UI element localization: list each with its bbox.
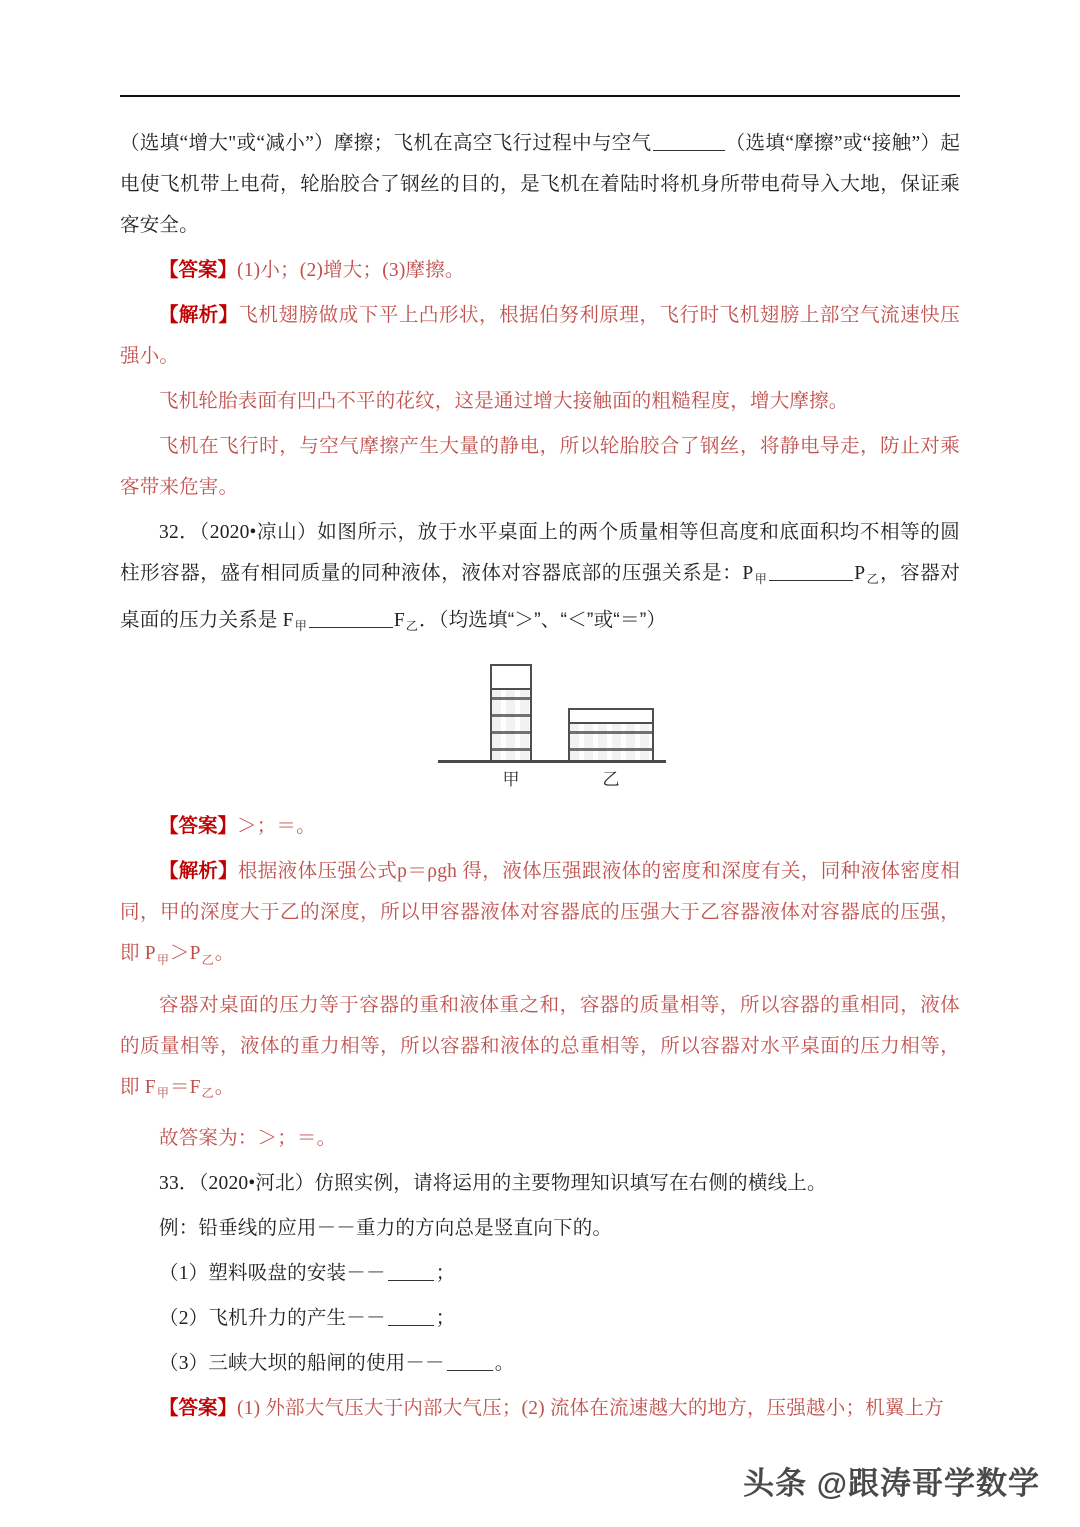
q31-text-e: 或 [842, 133, 863, 154]
q33-item-1 [120, 1253, 960, 1294]
liquid-in-yi [570, 722, 652, 760]
figure-label-yi: 乙 [602, 770, 620, 790]
page-content [120, 95, 960, 1433]
q31-text-f: ） [920, 133, 941, 154]
q31-answer-paragraph [120, 250, 960, 291]
q32-subscript-jia-1: 甲 [754, 572, 768, 587]
q31-stem-continuation [120, 123, 960, 246]
q32-stem-a: 32．（2020•凉山）如图所示，放于水平桌面上的两个质量相等但高度和底面积均不相等的圆柱形容器，盛有相同质量的同种液体，液体对容器底部的压强关系是：P [120, 522, 960, 584]
q32-analysis-c: ＞P [169, 943, 201, 965]
q32-stem-h: ） [646, 610, 667, 632]
q31-answer-blank[interactable] [653, 150, 725, 151]
q31-analysis-paragraph-3: 飞机在飞行时，与空气摩擦产生大量的静电，所以轮胎胶合了钢丝，将静电导走，防止对乘客带来危害。 [120, 436, 960, 498]
q32-subscript-yi-4: 乙 [201, 1085, 214, 1100]
q32-subscript-yi-2: 乙 [405, 619, 418, 634]
q32-option-less: “＜” [560, 609, 594, 632]
q32-stem-b: P [854, 563, 866, 584]
q33-item-3 [120, 1343, 960, 1384]
q31-text-a: （选填 [120, 133, 180, 154]
q32-option-greater: “＞” [507, 609, 541, 632]
q33-item-1-punct: ； [435, 1262, 456, 1284]
q32-analysis-p2-b: ＝F [169, 1076, 201, 1098]
q32-stem-f: 、 [540, 610, 561, 632]
q33-item-3-punct: 。 [494, 1352, 515, 1374]
q32-analysis-p2-c: 。 [214, 1076, 235, 1098]
q31-analysis-text-1: 飞机翅膀做成下平上凸形状，根据伯努利原理，飞行时飞机翅膀上部空气流速快压强小。 [120, 305, 960, 367]
q31-text-line2: 起电使飞机带上电荷，轮胎胶合了钢丝的目的，是飞机在着陆时将机身所带电荷导入大地，保证乘 [120, 133, 961, 195]
q33-example: 例：铅垂线的应用－－重力的方向总是竖直向下的。 [159, 1217, 613, 1239]
q32-figure-container [120, 661, 960, 796]
q33-item-1-text: （1）塑料吸盘的安装－－ [159, 1262, 386, 1284]
q33-stem: 33．（2020•河北）仿照实例，请将运用的主要物理知识填写在右侧的横线上。 [159, 1172, 827, 1194]
table-surface-line [438, 760, 666, 763]
q33-answer-text: (1) 外部大气压大于内部大气压；(2) 流体在流速越大的地方，压强越小；机翼上方 [237, 1397, 944, 1419]
watermark: 头条 @跟涛哥学数学 [743, 1466, 1040, 1501]
q33-answer-paragraph [120, 1388, 960, 1429]
q32-symbol-rho: ρ [427, 861, 438, 883]
q31-text-line3: 客安全。 [120, 215, 199, 236]
q31-analysis-paragraph-2: 飞机轮胎表面有凹凸不平的花纹，这是通过增大接触面的粗糙程度，增大摩擦。 [159, 391, 849, 412]
q32-subscript-yi-3: 乙 [201, 952, 214, 967]
cylinder-vessel-yi [568, 708, 654, 760]
q32-option-equal: “＝” [613, 609, 647, 632]
q32-analysis-paragraph-2 [120, 985, 960, 1114]
q32-subscript-jia-4: 甲 [156, 1085, 169, 1100]
q32-subscript-jia-2: 甲 [294, 619, 307, 634]
q31-quote-3: “摩擦” [785, 133, 843, 154]
analysis-label: 【解析】 [159, 305, 239, 326]
q32-stem [120, 512, 960, 647]
q31-text-d: （选填 [725, 133, 786, 154]
q32-stem-c: ，容器对桌面的压力关系是 F [120, 563, 960, 632]
q32-analysis-b: gh 得，液体压强跟液体的密度和深度有关，同种液体密度相同，甲的深度大于乙的深度，所以甲容器液体对容器底的压强大于乙容器液体对容器底的压强，即 P [120, 861, 960, 965]
q31-text-c: ）摩擦；飞机在高空飞行过程中与空气 [313, 133, 652, 154]
q32-analysis-paragraph-3: 故答案为：＞；＝。 [159, 1127, 337, 1149]
q31-quote-1: “增大" [179, 133, 237, 154]
q31-quote-2: “减小” [256, 133, 314, 154]
q32-answer-text: ＞；＝。 [237, 815, 316, 838]
q32-analysis-a: 根据液体压强公式p＝ [237, 861, 428, 883]
q32-answer-paragraph [120, 806, 960, 847]
q32-stem-e: ．（均选填 [418, 610, 508, 632]
q31-analysis-paragraph-1 [120, 295, 960, 377]
q32-stem-d: F [393, 610, 405, 632]
q33-item-2 [120, 1298, 960, 1339]
q32-blank-force[interactable] [309, 627, 393, 628]
q31-quote-4: “接触” [862, 133, 921, 154]
answer-label: 【答案】 [159, 1397, 238, 1419]
figure-label-jia: 甲 [502, 770, 520, 790]
q32-analysis-d: 。 [214, 943, 235, 965]
q31-answer-text: (1)小；(2)增大；(3)摩擦。 [237, 260, 465, 281]
q32-subscript-jia-3: 甲 [156, 952, 169, 967]
q33-item-2-text: （2）飞机升力的产生－－ [159, 1307, 386, 1329]
q32-analysis-p2-a: 容器对桌面的压力等于容器的重和液体重之和，容器的质量相等，所以容器的重相同，液体的质量相等，液体的重力相等，所以容器和液体的总重相等，所以容器对水平桌面的压力相等，即 F [120, 994, 960, 1098]
q32-subscript-yi-1: 乙 [866, 572, 880, 587]
cylinder-vessel-jia [490, 664, 532, 760]
q33-item-3-blank[interactable] [447, 1370, 493, 1371]
q32-blank-pressure[interactable] [769, 580, 853, 581]
liquid-in-jia [492, 688, 530, 760]
q31-text-b: 或 [236, 133, 257, 154]
header-rule [120, 95, 960, 97]
answer-label: 【答案】 [159, 816, 238, 838]
q32-analysis-paragraph-1 [120, 851, 960, 980]
analysis-label: 【解析】 [159, 861, 238, 883]
q33-item-2-blank[interactable] [388, 1325, 434, 1326]
q32-stem-g: 或 [593, 610, 614, 632]
q32-figure [420, 661, 680, 796]
answer-label: 【答案】 [159, 260, 238, 281]
q33-item-2-punct: ； [435, 1307, 456, 1329]
q33-item-3-text: （3）三峡大坝的船闸的使用－－ [159, 1352, 445, 1374]
q33-item-1-blank[interactable] [388, 1280, 434, 1281]
